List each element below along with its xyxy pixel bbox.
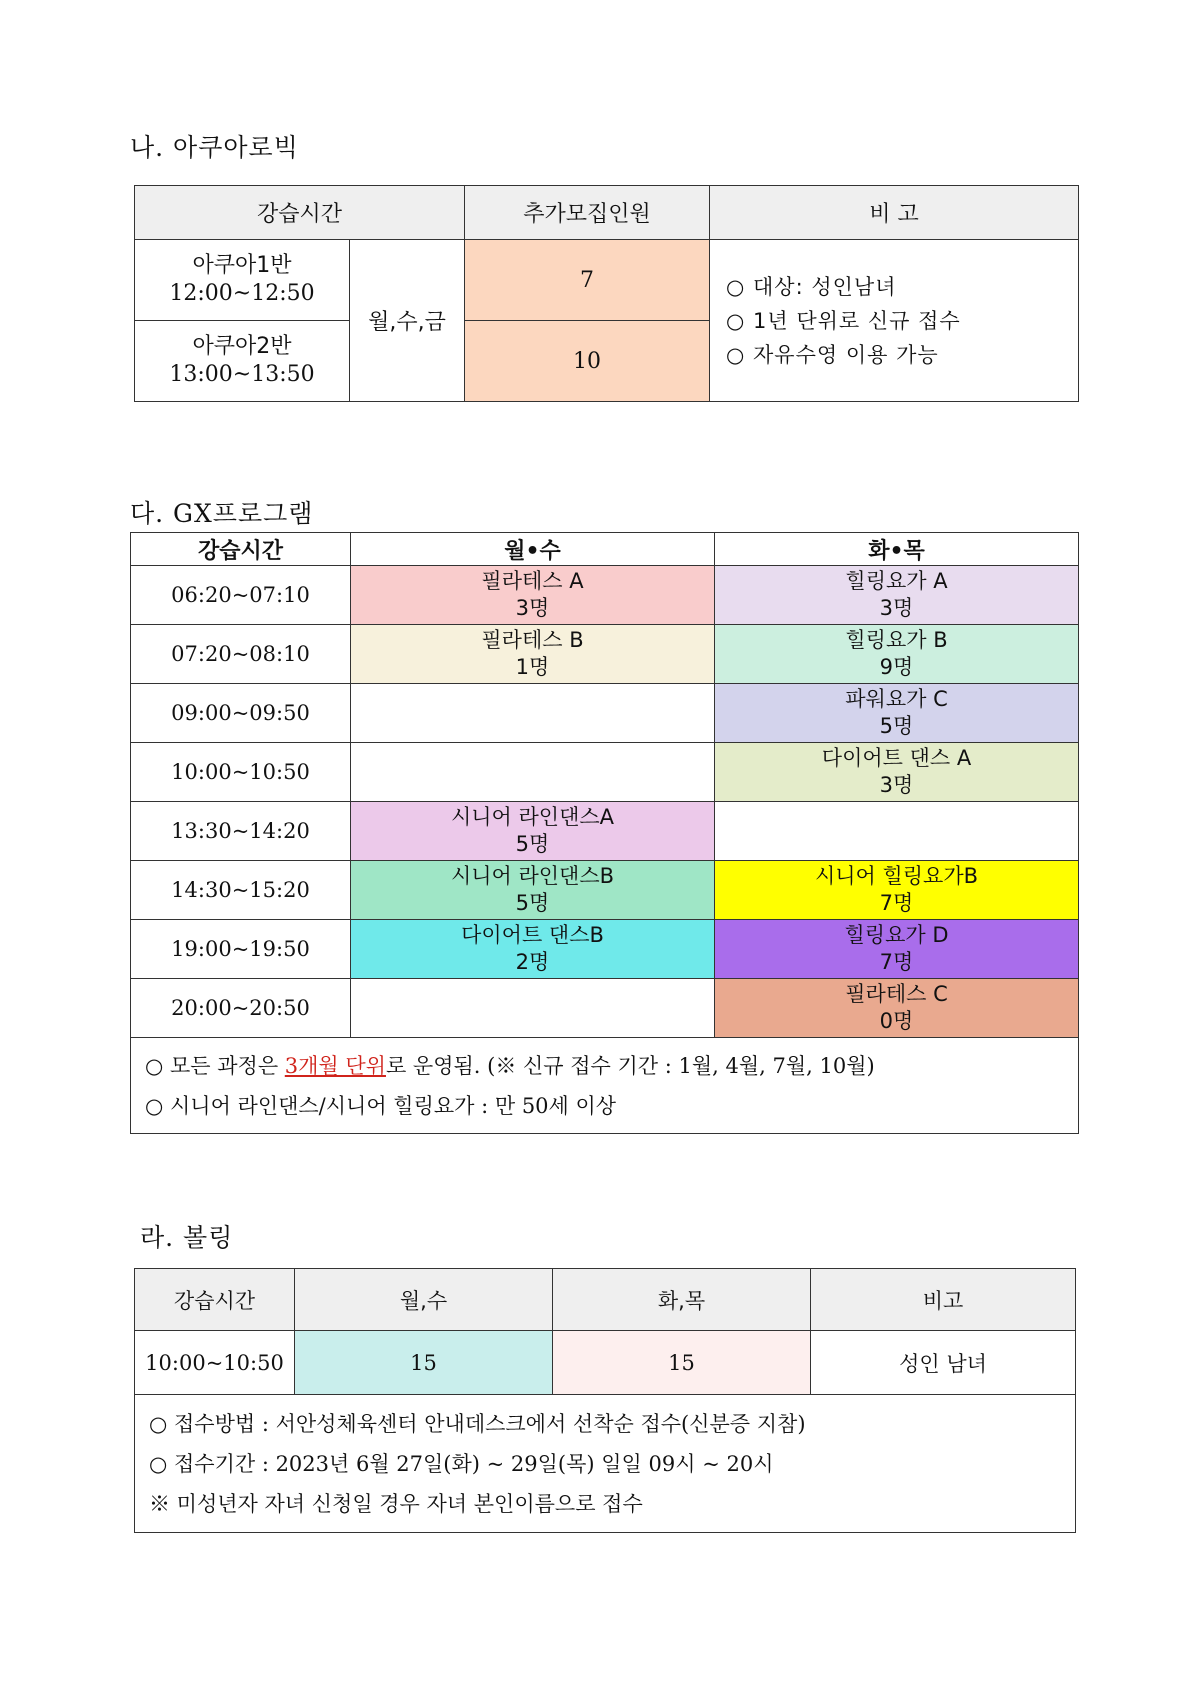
gx-program-name: 필라테스 C <box>845 982 948 1006</box>
bowling-table <box>134 1268 1076 1533</box>
aqua-count-2: 10 <box>465 321 710 402</box>
aqua-table <box>134 185 1079 402</box>
gx-mw-cell <box>351 802 715 861</box>
bowling-header-time: 강습시간 <box>135 1269 295 1331</box>
gx-program-count: 0명 <box>879 1009 914 1033</box>
gx-tt-cell <box>715 920 1079 979</box>
gx-program-name: 다이어트 댄스B <box>461 923 604 947</box>
gx-tt-cell <box>715 625 1079 684</box>
gx-program-name: 다이어트 댄스 A <box>821 746 972 770</box>
gx-time: 13:30~14:20 <box>131 802 351 861</box>
aqua-header-recruit: 추가모집인원 <box>465 186 710 240</box>
gx-note-1: ○ 모든 과정은 3개월 단위로 운영됨. (※ 신규 접수 기간 : 1월, 4월, 7월, 10월) <box>145 1053 875 1078</box>
gx-row <box>131 625 1079 684</box>
gx-tt-cell <box>715 684 1079 743</box>
gx-time: 14:30~15:20 <box>131 861 351 920</box>
bowling-note-item: ※ 미성년자 자녀 신청일 경우 자녀 본인이름으로 접수 <box>149 1491 643 1516</box>
gx-row <box>131 861 1079 920</box>
gx-mw-cell <box>351 566 715 625</box>
bowling-header-mw: 월,수 <box>295 1269 553 1331</box>
gx-row <box>131 743 1079 802</box>
gx-program-count: 9명 <box>879 655 914 679</box>
gx-section-title: 다. GX프로그램 <box>130 499 314 528</box>
gx-time: 19:00~19:50 <box>131 920 351 979</box>
gx-program-count: 7명 <box>879 950 914 974</box>
bowling-note-item: ○ 접수방법 : 서안성체육센터 안내데스크에서 선착순 접수(신분증 지참) <box>149 1411 806 1436</box>
aqua-notes <box>710 240 1079 402</box>
aqua-note-item: ○ 대상: 성인남녀 <box>726 270 1078 304</box>
gx-program-count: 3명 <box>879 773 914 797</box>
aqua-class-name: 아쿠아2반 <box>192 334 292 359</box>
gx-mw-cell <box>351 979 715 1038</box>
gx-tt-cell <box>715 979 1079 1038</box>
gx-program-count: 1명 <box>515 655 550 679</box>
aqua-class-2 <box>135 321 350 402</box>
gx-program-count: 7명 <box>879 891 914 915</box>
gx-mw-cell <box>351 861 715 920</box>
aqua-note-item: ○ 1년 단위로 신규 접수 <box>726 304 1078 338</box>
bowling-header-note: 비고 <box>811 1269 1076 1331</box>
gx-program-count: 5명 <box>879 714 914 738</box>
aqua-note-item: ○ 자유수영 이용 가능 <box>726 338 1078 372</box>
gx-program-count: 5명 <box>515 832 550 856</box>
gx-row <box>131 684 1079 743</box>
gx-time: 20:00~20:50 <box>131 979 351 1038</box>
gx-program-count: 5명 <box>515 891 550 915</box>
bowling-time: 10:00~10:50 <box>135 1331 295 1395</box>
gx-table <box>130 532 1079 1134</box>
gx-header-tt: 화•목 <box>715 533 1079 566</box>
aqua-class-time: 13:00~13:50 <box>169 362 315 387</box>
gx-time: 06:20~07:10 <box>131 566 351 625</box>
gx-program-name: 시니어 라인댄스B <box>450 864 615 888</box>
bowling-note: 성인 남녀 <box>811 1331 1076 1395</box>
aqua-header-note: 비 고 <box>710 186 1079 240</box>
bowling-header-tt: 화,목 <box>553 1269 811 1331</box>
gx-program-name: 파워요가 C <box>845 687 948 711</box>
gx-tt-cell <box>715 802 1079 861</box>
gx-tt-cell <box>715 861 1079 920</box>
gx-program-name: 시니어 라인댄스A <box>450 805 615 829</box>
bowling-mw-count: 15 <box>295 1331 553 1395</box>
aqua-section-title: 나. 아쿠아로빅 <box>130 133 299 162</box>
gx-program-name: 힐링요가 A <box>845 569 948 593</box>
gx-header-time: 강습시간 <box>131 533 351 566</box>
gx-program-name: 시니어 힐링요가B <box>814 864 979 888</box>
gx-tt-cell <box>715 566 1079 625</box>
gx-program-name: 힐링요가 B <box>845 628 948 652</box>
bowling-section-title: 라. 볼링 <box>140 1223 234 1252</box>
gx-time: 09:00~09:50 <box>131 684 351 743</box>
gx-time: 07:20~08:10 <box>131 625 351 684</box>
bowling-notes <box>135 1395 1076 1533</box>
gx-mw-cell <box>351 625 715 684</box>
gx-mw-cell <box>351 684 715 743</box>
gx-program-name: 필라테스 A <box>481 569 584 593</box>
gx-note-highlight: 3개월 단위 <box>284 1053 386 1078</box>
aqua-class-time: 12:00~12:50 <box>169 281 315 306</box>
gx-row <box>131 802 1079 861</box>
gx-note-2: ○ 시니어 라인댄스/시니어 힐링요가 : 만 50세 이상 <box>145 1093 617 1118</box>
gx-program-count: 3명 <box>879 596 914 620</box>
aqua-days: 월,수,금 <box>350 240 465 402</box>
gx-header-mw: 월•수 <box>351 533 715 566</box>
gx-program-count: 2명 <box>515 950 550 974</box>
aqua-class-1 <box>135 240 350 321</box>
gx-row <box>131 920 1079 979</box>
gx-row <box>131 566 1079 625</box>
gx-row <box>131 979 1079 1038</box>
aqua-header-time: 강습시간 <box>135 186 465 240</box>
bowling-note-item: ○ 접수기간 : 2023년 6월 27일(화) ~ 29일(목) 일일 09시 ~ 20시 <box>149 1451 774 1476</box>
gx-notes <box>131 1038 1079 1134</box>
bowling-tt-count: 15 <box>553 1331 811 1395</box>
gx-tt-cell <box>715 743 1079 802</box>
gx-mw-cell <box>351 743 715 802</box>
gx-program-name: 필라테스 B <box>481 628 584 652</box>
gx-time: 10:00~10:50 <box>131 743 351 802</box>
gx-mw-cell <box>351 920 715 979</box>
aqua-class-name: 아쿠아1반 <box>192 253 292 278</box>
gx-program-name: 힐링요가 D <box>844 923 949 947</box>
aqua-count-1: 7 <box>465 240 710 321</box>
gx-program-count: 3명 <box>515 596 550 620</box>
